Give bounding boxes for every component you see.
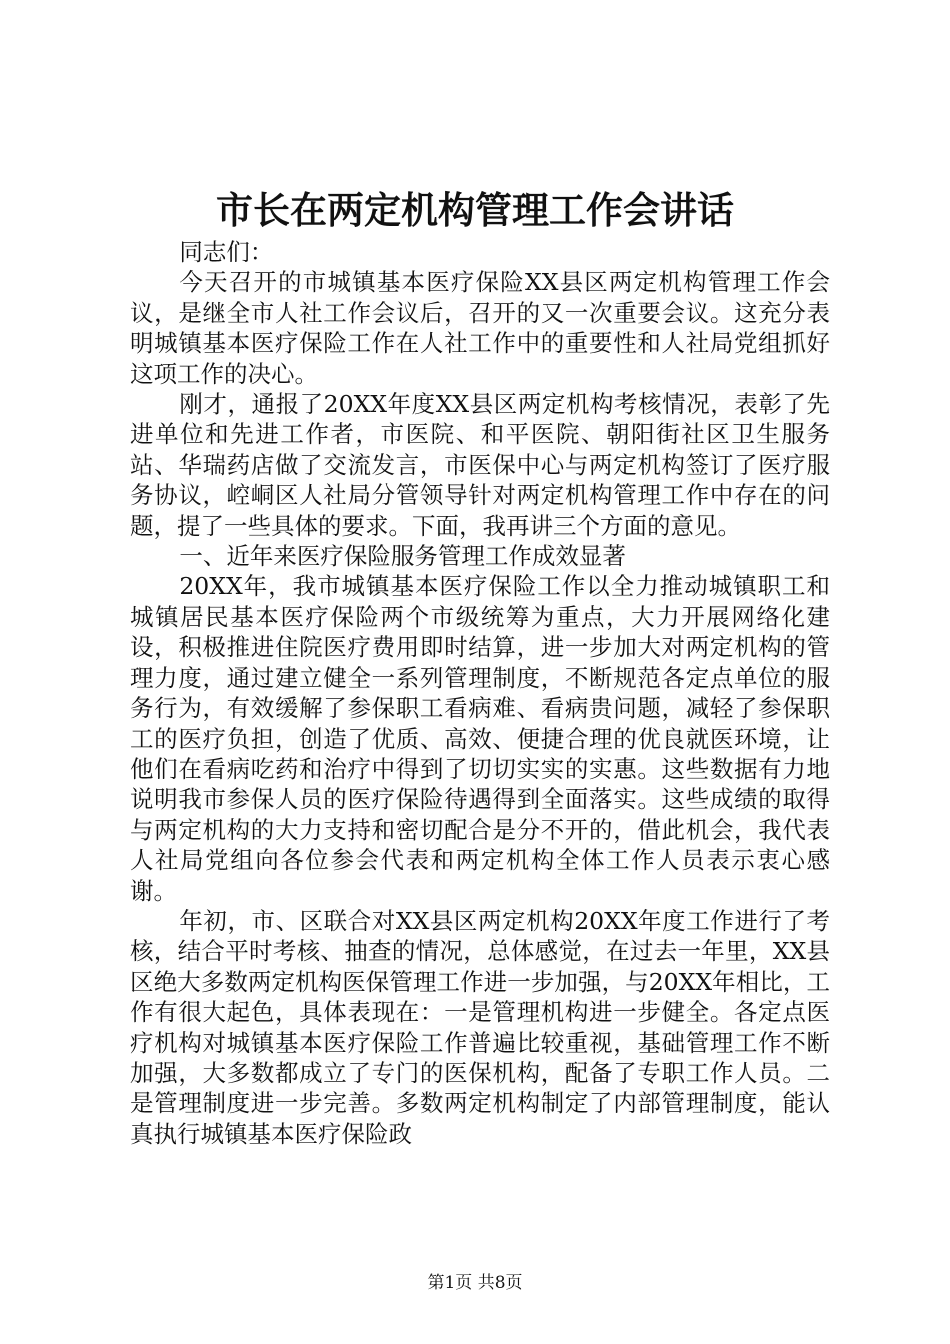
paragraph-opening: 今天召开的市城镇基本医疗保险XX县区两定机构管理工作会议，是继全市人社工作会议后，召开的又一次重要会议。这充分表明城镇基本医疗保险工作在人社工作中的重要性和人社局党组抓好这项工作的决心。 — [130, 268, 830, 388]
document-body — [130, 237, 830, 1149]
page-number-footer: 第1页 共8页 — [427, 1273, 523, 1293]
paragraph-assessment: 年初，市、区联合对XX县区两定机构20XX年度工作进行了考核，结合平时考核、抽查的情况，总体感觉，在过去一年里，XX县区绝大多数两定机构医保管理工作进一步加强，与20XX年相比，工作有很大起色，具体表现在：一是管理机构进一步健全。各定点医疗机构对城镇基本医疗保险工作普遍比较重视，基础管理工作不断加强，大多数都成立了专门的医保机构，配备了专职工作人员。二是管理制度进一步完善。多数两定机构制定了内部管理制度，能认真执行城镇基本医疗保险政 — [130, 906, 830, 1148]
paragraph-salutation: 同志们： — [179, 238, 274, 266]
document-title: 市长在两定机构管理工作会讲话 — [216, 188, 734, 232]
section-heading-one: 一、近年来医疗保险服务管理工作成效显著 — [179, 542, 626, 571]
paragraph-achievements: 20XX年，我市城镇基本医疗保险工作以全力推动城镇职工和城镇居民基本医疗保险两个市级统筹为重点，大力开展网络化建设，积极推进住院医疗费用即时结算，进一步加大对两定机构的管理力度，通过建立健全一系列管理制度，不断规范各定点单位的服务行为，有效缓解了参保职工看病难、看病贵问题，减轻了参保职工的医疗负担，创造了优质、高效、便捷合理的优良就医环境，让他们在看病吃药和治疗中得到了切切实实的实惠。这些数据有力地说明我市参保人员的医疗保险待遇得到全面落实。这些成绩的取得与两定机构的大力支持和密切配合是分不开的，借此机会，我代表人社局党组向各位参会代表和两定机构全体工作人员表示衷心感谢。 — [130, 572, 830, 905]
paragraph-review: 刚才，通报了20XX年度XX县区两定机构考核情况，表彰了先进单位和先进工作者，市医院、和平医院、朝阳街社区卫生服务站、华瑞药店做了交流发言，市医保中心与两定机构签订了医疗服务协议，崆峒区人社局分管领导针对两定机构管理工作中存在的问题，提了一些具体的要求。下面，我再讲三个方面的意见。 — [130, 390, 830, 540]
